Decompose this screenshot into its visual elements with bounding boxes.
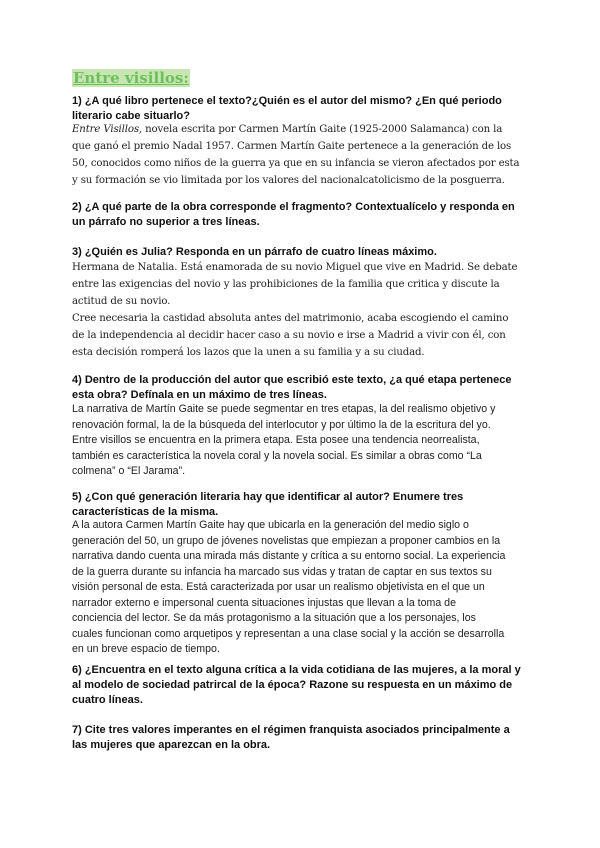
- answer-5-line: en un breve espacio de tiempo.: [72, 643, 220, 655]
- answer-3-line: de la independencia al decidir hacer caso a su novio e irse a Madrid a vivir con él, con: [72, 330, 506, 341]
- answer-3-line: entre las exigencias del novio y las prohibiciones de la familia que critica y discute la: [72, 279, 500, 290]
- answer-1: [72, 121, 534, 189]
- answer-3-line: Hermana de Natalia. Está enamorada de su novio Miguel que vive en Madrid. Se debate: [72, 262, 518, 273]
- question-3-line: 3) ¿Quién es Julia? Responda en un párrafo de cuatro líneas máximo.: [72, 246, 437, 258]
- answer-4-line: también es característica la novela coral y la novela social. Es similar a obras como “La: [72, 449, 482, 462]
- answer-3: [72, 259, 534, 361]
- question-1: [72, 94, 532, 124]
- question-2-line: 2) ¿A qué parte de la obra corresponde el fragmento? Contextualícelo y responda en: [72, 201, 515, 213]
- book-title-italic: Entre Visillos,: [72, 124, 143, 135]
- question-7-line: 7) Cite tres valores imperantes en el régimen franquista asociados principalmente a: [72, 724, 510, 736]
- answer-5-line: narrativa dando cuenta una mirada más distante y crítica a su entorno social. La experiencia: [72, 550, 506, 562]
- document-title: Entre visillos:: [73, 69, 189, 87]
- question-2: [72, 200, 532, 230]
- question-4-line: esta obra? Defínala en un máximo de tres líneas.: [72, 389, 327, 401]
- answer-3-line: actitud de su novio.: [72, 296, 171, 307]
- answer-5-line: de la guerra durante su infancia ha marcado sus vidas y tratan de captar en sus textos su: [72, 565, 492, 578]
- answer-5-line: cuales funcionan como arquetipos y representan a una clase social y la acción se desarrolla: [72, 627, 505, 640]
- question-6-line: 6) ¿Encuentra en el texto alguna crítica a la vida cotidiana de las mujeres, a la moral y: [72, 664, 521, 676]
- answer-5-line: generación del 50, un grupo de jóvenes novelistas que empiezan a proponer cambios en la: [72, 534, 501, 547]
- answer-4-line: Entre visillos se encuentra en la primera etapa. Esta posee una tendencia neorrealista,: [72, 434, 480, 446]
- question-4: [72, 373, 532, 403]
- answer-5-line: visión personal de esta. Está caracterizada por usar un realismo objetivista en el que un: [72, 581, 485, 593]
- answer-5-line: conciencia del lector. Se da más protagonismo a la situación que a los personajes, los: [72, 612, 476, 624]
- answer-1-line: 50, conocidos como niños de la guerra ya que en su infancia se vieron afectados por esta: [72, 158, 520, 169]
- answer-1-line: [72, 121, 534, 138]
- answer-3-line: esta decisión romperá los lazos que la unen a su familia y a su ciudad.: [72, 347, 425, 358]
- answer-5-line: A la autora Carmen Martín Gaite hay que ubicarla en la generación del medio siglo o: [72, 519, 469, 531]
- question-5: [72, 490, 532, 520]
- question-6-line: al modelo de sociedad patrircal de la época? Razone su respuesta en un máximo de: [72, 679, 513, 691]
- question-3: [72, 245, 532, 260]
- answer-1-text: novela escrita por Carmen Martín Gaite (1925-2000 Salamanca) con la: [142, 124, 503, 135]
- question-2-line: un párrafo no superior a tres líneas.: [72, 216, 260, 228]
- question-5-line: 5) ¿Con qué generación literaria hay que identificar al autor? Enumere tres: [72, 491, 464, 503]
- question-7: [72, 723, 532, 753]
- answer-1-line: y su formación se vio limitada por los valores del nacionalcatolicismo de la posguerra.: [72, 175, 505, 186]
- answer-4-line: renovación formal, la de la búsqueda del interlocutor y por último la de la escritura del yo.: [72, 418, 491, 431]
- answer-4: [72, 402, 532, 480]
- answer-3-line: Cree necesaria la castidad absoluta antes del matrimonio, acaba escogiendo el camino: [72, 313, 509, 324]
- question-6-line: cuatro líneas.: [72, 694, 143, 706]
- answer-1-line: que ganó el premio Nadal 1957. Carmen Martín Gaite pertenece a la generación de los: [72, 141, 512, 152]
- question-1-line: 1) ¿A qué libro pertenece el texto?¿Quién es el autor del mismo? ¿En qué periodo: [72, 95, 502, 107]
- answer-4-line: colmena” o “El Jarama”.: [72, 465, 186, 477]
- answer-5: [72, 518, 532, 658]
- answer-4-line: La narrativa de Martín Gaite se puede segmentar en tres etapas, la del realismo objetivo y: [72, 403, 496, 415]
- question-5-line: características de la misma.: [72, 506, 219, 518]
- question-1-line: literario cabe situarlo?: [72, 110, 190, 122]
- question-7-line: las mujeres que aparezcan en la obra.: [72, 739, 271, 751]
- question-4-line: 4) Dentro de la producción del autor que escribió este texto, ¿a qué etapa pertenece: [72, 374, 512, 386]
- answer-5-line: narrador externo e impersonal cuenta situaciones injustas que llevan a la toma de: [72, 596, 456, 609]
- question-6: [72, 663, 532, 708]
